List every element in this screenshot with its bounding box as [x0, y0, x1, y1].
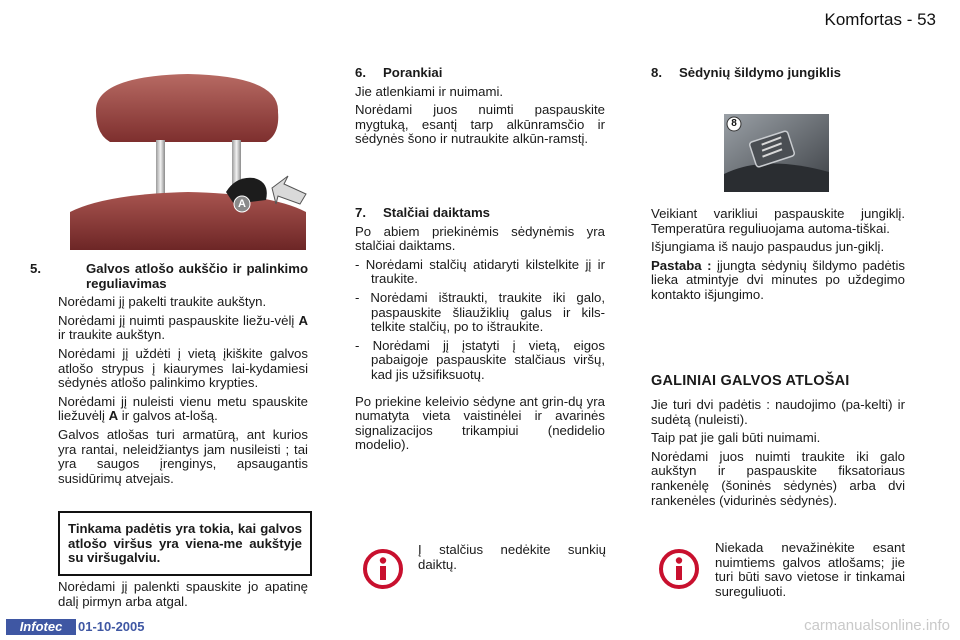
- text: įjungta sėdynių šildymo padėtis lieka atmintyje dvi minutes po uždegimo kontakto išjungimo.: [651, 257, 905, 302]
- column-middle-top: [355, 66, 605, 151]
- column-left-bottom: [58, 580, 308, 613]
- headrest-illustration: [66, 72, 310, 250]
- paragraph: Į stalčius nedėkite sunkių daiktų.: [418, 542, 606, 572]
- headrest-warning-note: [715, 541, 905, 603]
- section-8-title: Sėdynių šildymo jungiklis: [679, 65, 841, 80]
- watermark: carmanualsonline.info: [804, 617, 950, 634]
- paragraph: Norėdami jį uždėti į vietą įkiškite galvos atlošo strypus į kiaurymes lai-kydamiesi sėdynės atlošo palinkimo krypties.: [58, 345, 308, 391]
- section-8-heading: [651, 66, 905, 81]
- footer-date: 01-10-2005: [78, 619, 145, 634]
- positioning-note-box: Tinkama padėtis yra tokia, kai galvos atlošo viršus yra viena-me aukštyje su viršugalviu.: [58, 511, 312, 576]
- paragraph: Išjungiama iš naujo paspaudus jun-giklį.: [651, 239, 885, 255]
- section-8-number: 8.: [651, 65, 662, 80]
- column-middle: [355, 206, 605, 457]
- column-right-bottom: [651, 398, 905, 512]
- info-icon: [658, 548, 700, 594]
- text: ir galvos at-lošą.: [118, 408, 218, 424]
- section-5-heading: [30, 261, 308, 291]
- paragraph: Norėdami juos nuimti traukite iki galo aukštyn ir paspauskite fiksatoriaus rankenėlę (šoninės sėdynės) arba dvi rankenėles (vidurinės sėdynės).: [651, 448, 905, 508]
- section-6-heading: [355, 66, 605, 81]
- infotec-logo: Infotec: [6, 619, 76, 635]
- bullet-item: - Norėdami ištraukti, traukite iki galo, paspauskite šliaužiklių galus ir kils-telkite stalčių, po to ištraukite.: [355, 289, 605, 335]
- text: Norėdami jį nuleisti vienu metu spauskite liežuvėlį: [58, 393, 308, 424]
- paragraph: Norėdami jį pakelti traukite aukštyn.: [58, 294, 267, 310]
- text: ir traukite aukštyn.: [58, 327, 166, 343]
- section-7-title: Stalčiai daiktams: [383, 205, 491, 220]
- paragraph: Jie atlenkiami ir nuimami.: [355, 83, 504, 99]
- page-header: Komfortas - 53: [824, 10, 936, 29]
- paragraph: [58, 314, 308, 343]
- paragraph: Jie turi dvi padėtis : naudojimo (pa-kelti) ir sudėtą (nuleisti).: [651, 397, 905, 427]
- section-6-number: 6.: [355, 65, 366, 80]
- section-7-heading: [355, 206, 605, 221]
- info-icon-graphic: [658, 548, 700, 590]
- paragraph: Veikiant varikliui paspauskite jungiklį. Temperatūra reguliuojama automa-tiškai.: [651, 206, 905, 236]
- figure-label-8: 8: [731, 118, 737, 129]
- column-right-top: [651, 66, 905, 85]
- drawer-warning-note: [418, 543, 606, 576]
- section-5-title: Galvos atlošo aukščio ir palinkimo reguliavimas: [86, 261, 308, 291]
- paragraph: Galvos atlošas turi armatūrą, ant kurios yra rantai, neleidžiantys jam nusileisti ; tai yra saugos įrenginys, apsaugantis susidūrimų atvejais.: [58, 426, 308, 486]
- figure-label-a: A: [238, 198, 246, 210]
- bullet-item: - Norėdami stalčių atidaryti kilstelkite jį ir traukite.: [355, 256, 605, 287]
- section-6-title: Porankiai: [383, 65, 443, 80]
- paragraph: Norėdami jį palenkti spauskite jo apatinę dalį pirmyn arba atgal.: [58, 579, 308, 609]
- section-5-number: 5.: [30, 261, 41, 276]
- bullet-item: - Norėdami jį įstatyti į vietą, eigos pabaigoje paspauskite stalčiaus viršų, kad jis užsifiksuotų.: [355, 337, 605, 382]
- headrest-figure: [66, 72, 310, 250]
- rear-headrests-section-title: GALINIAI GALVOS ATLOŠAI: [651, 373, 850, 389]
- paragraph: [58, 395, 308, 424]
- tab-label-a: A: [298, 312, 308, 328]
- paragraph: Niekada nevažinėkite esant nuimtiems galvos atlošams; jie turi būti savo vietose ir tinkamai sureguliuoti.: [715, 540, 905, 599]
- text: Norėdami jį nuimti paspauskite liežu-vėlį: [58, 312, 299, 328]
- info-icon-graphic: [362, 548, 404, 590]
- paragraph: Norėdami juos nuimti paspauskite mygtuką, esantį tarp alkūnramsčio ir sėdynės šono ir nutraukite alkūn-ramstį.: [355, 102, 605, 147]
- info-icon: [362, 548, 404, 594]
- paragraph: [651, 259, 905, 303]
- note-label: Pastaba :: [651, 257, 712, 273]
- column-right: [651, 207, 905, 307]
- column-left: [30, 261, 308, 490]
- paragraph: Po abiem priekinėmis sėdynėmis yra stalčiai daiktams.: [355, 223, 605, 254]
- seat-heater-switch-figure: [724, 114, 829, 192]
- paragraph: Po priekine keleivio sėdyne ant grin-dų yra numatyta vieta vaistinėlei ir avarinės signalizacijos trikampiui (nedidelio modelio).: [355, 393, 605, 453]
- paragraph: Taip pat jie gali būti nuimami.: [651, 430, 821, 446]
- section-7-number: 7.: [355, 205, 366, 220]
- tab-label-a: A: [108, 408, 119, 424]
